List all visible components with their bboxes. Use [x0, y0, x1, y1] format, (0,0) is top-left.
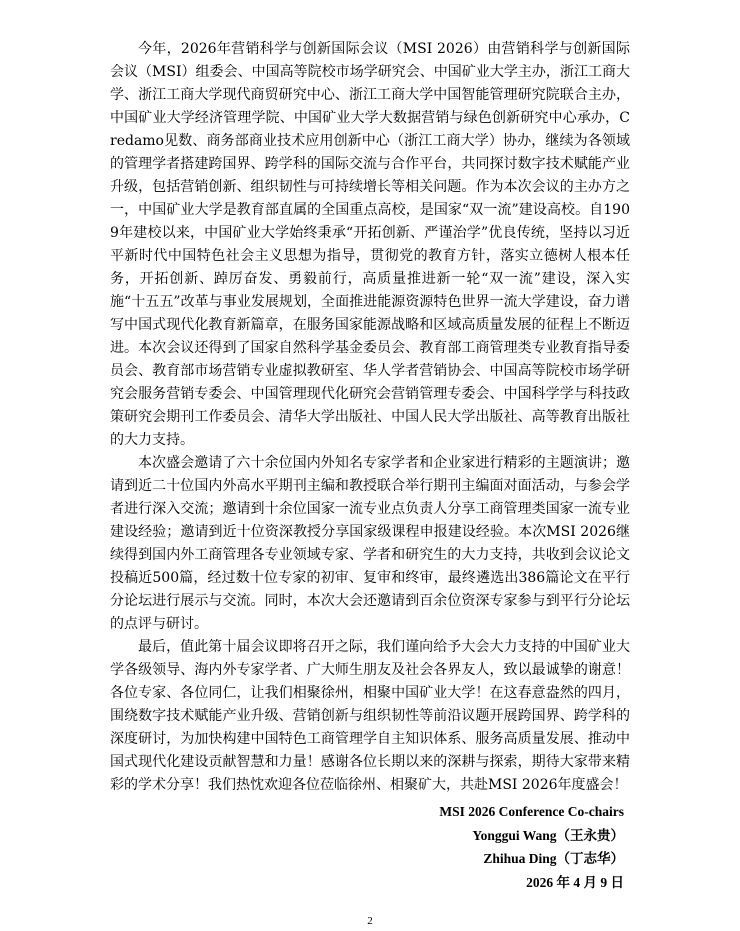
signature-role: MSI 2026 Conference Co-chairs: [439, 804, 624, 819]
paragraph-closing: 最后，值此第十届会议即将召开之际，我们谨向给予大会大力支持的中国矿业大学各级领导、海内外专家学者、广大师生朋友及社会各界友人，致以最诚挚的谢意！各位专家、各位同仁，让我们相聚徐州，相聚中国矿业大学！在这春意盎然的四月，围绕数字技术赋能产业升级、营销创新与组织韧性等前沿议题开展跨国界、跨学科的深度研讨，为加快构建中国特色工商管理学自主知识体系、服务高质量发展、推动中国式现代化建设贡献智慧和力量！感谢各位长期以来的深耕与探索，期待大家带来精彩的学术分享！我们热忱欢迎各位莅临徐州、相聚矿大，共赴MSI 2026年度盛会！: [110, 639, 630, 793]
paragraph-speakers: 本次盛会邀请了六十余位国内外知名专家学者和企业家进行精彩的主题演讲；邀请到近二十位国内外高水平期刊主编和教授联合举行期刊主编面对面活动，与参会学者进行深入交流；邀请到十余位国家一流专业点负责人分享工商管理类国家一流专业建设经验；邀请到近十位资深教授分享国家级课程申报建设经验。本次MSI 2026继续得到国内外工商管理各专业领域专家、学者和研究生的大力支持，共收到会议论文投稿近500篇，经过数十位专家的初审、复审和终审，最终遴选出386篇论文在平行分论坛进行展示与交流。同时，本次大会还邀请到百余位资深专家参与到平行分论坛的点评与研讨。: [110, 455, 630, 632]
signature-date: 2026 年 4 月 9 日: [526, 874, 624, 890]
page-number: 2: [367, 915, 373, 927]
signature-chair-1: Yonggui Wang（王永贵）: [472, 827, 624, 843]
signature-chair-2: Zhihua Ding（丁志华）: [483, 851, 624, 866]
signature-block: [110, 800, 630, 894]
paragraph-organizers: 今年，2026年营销科学与创新国际会议（MSI 2026）由营销科学与创新国际会议（MSI）组委会、中国高等院校市场学研究会、中国矿业大学主办，浙江工商大学、浙江工商大学现代商贸研究中心、浙江工商大学中国智能管理研究院联合主办，中国矿业大学经济管理学院、中国矿业大学大数据营销与绿色创新研究中心承办，Credamo见数、商务部商业技术应用创新中心（浙江工商大学）协办，继续为各领域的管理学者搭建跨国界、跨学科的国际交流与合作平台，共同探讨数字技术赋能产业升级，包括营销创新、组织韧性与可持续增长等相关问题。作为本次会议的主办方之一，中国矿业大学是教育部直属的全国重点高校，是国家“双一流”建设高校。自1909年建校以来，中国矿业大学始终秉承“开拓创新、严谨治学”优良传统，坚持以习近平新时代中国特色社会主义思想为指导，贯彻党的教育方针，落实立德树人根本任务，开拓创新、踔厉奋发、勇毅前行，高质量推进新一轮“双一流”建设，深入实施“十五五”改革与事业发展规划，全面推进能源资源特色世界一流大学建设，奋力谱写中国式现代化教育新篇章，在服务国家能源战略和区域高质量发展的征程上不断迈进。本次会议还得到了国家自然科学基金委员会、教育部工商管理类专业教育指导委员会、教育部市场营销专业虚拟教研室、华人学者营销协会、中国高等院校市场学研究会服务营销专委会、中国管理现代化研究会营销管理专委会、中国科学学与科技政策研究会期刊工作委员会、清华大学出版社、中国人民大学出版社、高等教育出版社的大力支持。: [110, 41, 630, 448]
letter-body: [110, 38, 630, 894]
